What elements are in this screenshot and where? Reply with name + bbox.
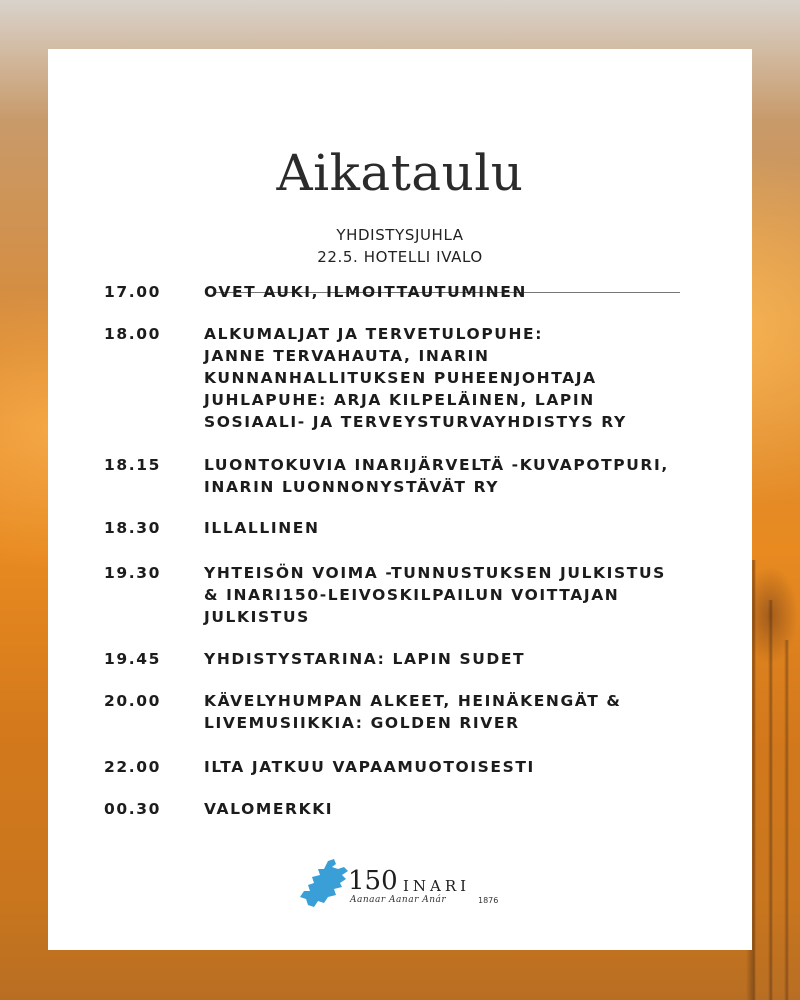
schedule-description: [204, 517, 724, 539]
page-title: Aikataulu: [276, 144, 524, 202]
description-line: OVET AUKI, ILMOITTAUTUMINEN: [204, 283, 527, 301]
description-line: JULKISTUS: [204, 608, 310, 626]
schedule-description: [204, 648, 724, 670]
schedule-description: [204, 690, 724, 734]
event-name: YHDISTYSJUHLA: [336, 226, 464, 244]
description-line: VALOMERKKI: [204, 800, 334, 818]
logo-year: 1876: [478, 896, 499, 905]
description-line: YHTEISÖN VOIMA -TUNNUSTUKSEN JULKISTUS: [204, 564, 666, 582]
schedule-time: 20.00: [104, 692, 162, 710]
schedule-description: [204, 798, 724, 820]
schedule-description: [204, 562, 724, 628]
logo-number: 150: [348, 866, 398, 896]
schedule-time: 18.00: [104, 325, 162, 343]
description-line: ILLALLINEN: [204, 519, 320, 537]
description-line: LIVEMUSIIKKIA: GOLDEN RIVER: [204, 714, 520, 732]
description-line: LUONTOKUVIA INARIJÄRVELTÄ -KUVAPOTPURI,: [204, 456, 669, 474]
schedule-time: 19.45: [104, 650, 162, 668]
description-line: KUNNANHALLITUKSEN PUHEENJOHTAJA: [204, 369, 597, 387]
schedule-time: 19.30: [104, 564, 162, 582]
schedule-time: 00.30: [104, 800, 162, 818]
schedule-description: [204, 281, 724, 303]
description-line: & INARI150-LEIVOSKILPAILUN VOITTAJAN: [204, 586, 620, 604]
schedule-description: [204, 454, 724, 498]
description-line: KÄVELYHUMPAN ALKEET, HEINÄKENGÄT &: [204, 692, 622, 710]
description-line: ILTA JATKUU VAPAAMUOTOISESTI: [204, 758, 535, 776]
logo-tagline: Aanaar Aanar Anár: [350, 895, 447, 905]
schedule-time: 22.00: [104, 758, 162, 776]
schedule-time: 18.15: [104, 456, 162, 474]
logo-name: INARI: [403, 877, 471, 895]
schedule-description: [204, 323, 724, 433]
description-line: JUHLAPUHE: ARJA KILPELÄINEN, LAPIN: [204, 391, 595, 409]
description-line: SOSIAALI- JA TERVEYSTURVAYHDISTYS RY: [204, 413, 627, 431]
schedule-time: 17.00: [104, 283, 162, 301]
event-date-location: 22.5. HOTELLI IVALO: [317, 248, 483, 266]
schedule-description: [204, 756, 724, 778]
schedule-time: 18.30: [104, 519, 162, 537]
description-line: JANNE TERVAHAUTA, INARIN: [204, 347, 490, 365]
inari-150-logo: [298, 855, 513, 915]
description-line: ALKUMALJAT JA TERVETULOPUHE:: [204, 325, 544, 343]
description-line: INARIN LUONNONYSTÄVÄT RY: [204, 478, 500, 496]
description-line: YHDISTYSTARINA: LAPIN SUDET: [204, 650, 526, 668]
